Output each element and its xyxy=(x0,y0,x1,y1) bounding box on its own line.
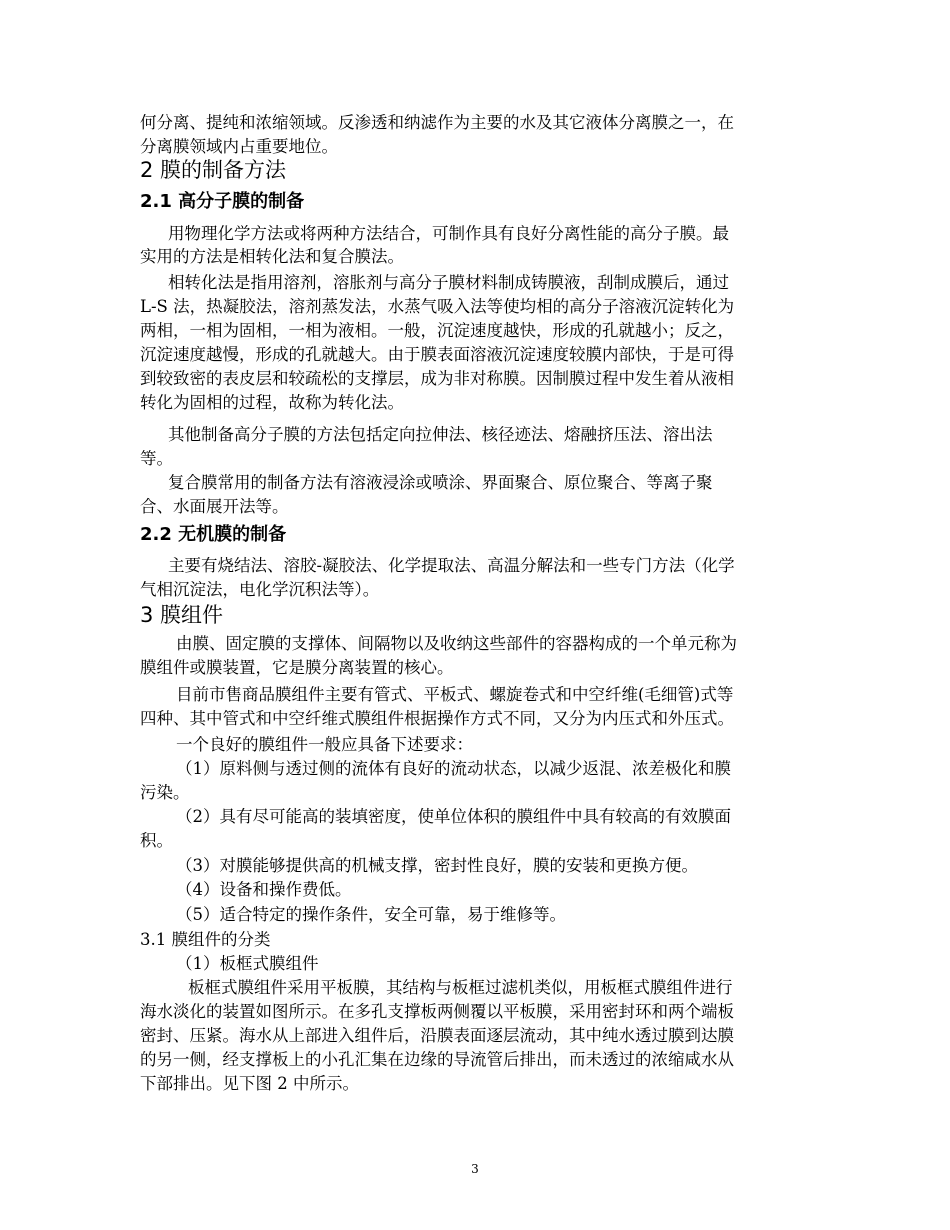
list-item: （2）具有尽可能高的装填密度，使单位体积的膜组件中具有较高的有效膜面 xyxy=(176,807,731,826)
paragraph-line: 转化为固相的过程，故称为转化法。 xyxy=(140,393,404,412)
list-item: （1）原料侧与透过侧的流体有良好的流动状态，以减少返混、浓差极化和膜 xyxy=(176,759,731,778)
paragraph-line: 相转化法是指用溶剂，溶胀剂与高分子膜材料制成铸膜液，刮制成膜后，通过 xyxy=(168,273,729,292)
paragraph-line: 膜组件或膜装置，它是膜分离装置的核心。 xyxy=(140,658,454,677)
page-number: 3 xyxy=(471,1162,479,1176)
subsection-heading: 2.2 无机膜的制备 xyxy=(140,524,287,545)
paragraph-line: 等。 xyxy=(140,449,173,468)
list-item: （3）对膜能够提供高的机械支撑，密封性良好，膜的安装和更换方便。 xyxy=(176,856,698,875)
paragraph-line: L-S 法，热凝胶法，溶剂蒸发法，水蒸气吸入法等使均相的高分子溶液沉淀转化为 xyxy=(140,297,735,316)
paragraph-line: 污染。 xyxy=(140,783,190,802)
paragraph-line: 四种、其中管式和中空纤维式膜组件根据操作方式不同，又分为内压式和外压式。 xyxy=(140,709,734,728)
paragraph-line: 用物理化学方法或将两种方法结合，可制作具有良好分离性能的高分子膜。最 xyxy=(168,224,729,243)
paragraph-line: 一个良好的膜组件一般应具备下述要求： xyxy=(176,735,473,754)
paragraph-line: 下部排出。见下图 2 中所示。 xyxy=(140,1074,359,1093)
subsection-heading: 3.1 膜组件的分类 xyxy=(140,930,271,949)
paragraph-line: 板框式膜组件采用平板膜，其结构与板框过滤机类似，用板框式膜组件进行 xyxy=(188,978,733,997)
list-item: （1）板框式膜组件 xyxy=(176,954,319,973)
paragraph-line: 实用的方法是相转化法和复合膜法。 xyxy=(140,247,404,266)
section-heading: 2 膜的制备方法 xyxy=(140,158,287,182)
paragraph-line: 的另一侧，经支撑板上的小孔汇集在边缘的导流管后排出，而未透过的浓缩咸水从 xyxy=(140,1050,734,1069)
paragraph-line: 气相沉淀法，电化学沉积法等）。 xyxy=(140,580,380,599)
list-item: （4）设备和操作费低。 xyxy=(176,880,352,899)
paragraph-line: 合、水面展开法等。 xyxy=(140,497,289,516)
paragraph-line: 其他制备高分子膜的方法包括定向拉伸法、核径迹法、熔融挤压法、溶出法 xyxy=(168,425,713,444)
paragraph-line: 主要有烧结法、溶胶-凝胶法、化学提取法、高温分解法和一些专门方法（化学 xyxy=(168,556,735,575)
paragraph-line: 两相，一相为固相，一相为液相。一般，沉淀速度越快，形成的孔就越小；反之， xyxy=(140,321,734,340)
paragraph-line: 密封、压紧。海水从上部进入组件后，沿膜表面逐层流动，其中纯水透过膜到达膜 xyxy=(140,1026,734,1045)
subsection-heading: 2.1 高分子膜的制备 xyxy=(140,191,305,212)
paragraph-line: 由膜、固定膜的支撑体、间隔物以及收纳这些部件的容器构成的一个单元称为 xyxy=(176,634,737,653)
paragraph-line: 目前市售商品膜组件主要有管式、平板式、螺旋卷式和中空纤维(毛细管)式等 xyxy=(176,685,734,704)
paragraph-line: 分离膜领域内占重要地位。 xyxy=(140,137,338,156)
list-item: （5）适合特定的操作条件，安全可靠，易于维修等。 xyxy=(176,905,566,924)
paragraph-line: 积。 xyxy=(140,831,173,850)
paragraph-line: 复合膜常用的制备方法有溶液浸涂或喷涂、界面聚合、原位聚合、等离子聚 xyxy=(168,473,713,492)
paragraph-line: 到较致密的表皮层和较疏松的支撑层，成为非对称膜。因制膜过程中发生着从液相 xyxy=(140,369,734,388)
paragraph-line: 海水淡化的装置如图所示。在多孔支撑板两侧覆以平板膜，采用密封环和两个端板 xyxy=(140,1002,734,1021)
section-heading: 3 膜组件 xyxy=(140,603,224,627)
paragraph-line: 沉淀速度越慢，形成的孔就越大。由于膜表面溶液沉淀速度较膜内部快，于是可得 xyxy=(140,345,734,364)
paragraph-line: 何分离、提纯和浓缩领域。反渗透和纳滤作为主要的水及其它液体分离膜之一，在 xyxy=(140,113,734,132)
